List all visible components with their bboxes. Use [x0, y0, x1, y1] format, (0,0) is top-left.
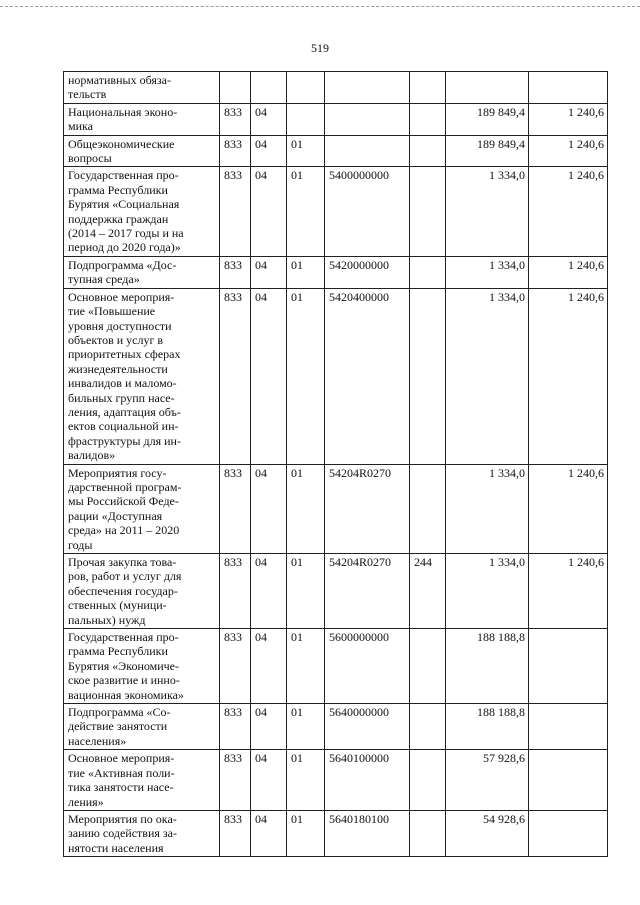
- target-article-cell: 5420000000: [325, 256, 410, 288]
- expense-type-cell: [410, 135, 446, 167]
- item-name-line: обеспечения государ-: [68, 583, 178, 598]
- amount-cell: [446, 72, 529, 104]
- item-name-line: рации «Доступная: [68, 508, 163, 523]
- ministry-code-cell: 833: [220, 704, 251, 750]
- amount-cell: 1 334,0: [446, 288, 529, 464]
- item-name-line: вационная экономика»: [68, 687, 184, 702]
- item-name-cell: [64, 464, 220, 553]
- item-name-line: ления»: [68, 794, 104, 809]
- amount-cell: 1 240,6: [529, 288, 608, 464]
- ministry-code-cell: [220, 72, 251, 104]
- item-name-line: поддержка граждан: [68, 211, 169, 226]
- amount-cell: [529, 629, 608, 704]
- page-number: 519: [311, 41, 329, 55]
- item-name-cell: [64, 750, 220, 811]
- table-row: [64, 288, 608, 464]
- subsection-code-cell: 01: [287, 256, 325, 288]
- expense-type-cell: [410, 103, 446, 135]
- budget-table: [63, 71, 608, 857]
- item-name-line: Основное мероприя-: [68, 751, 175, 766]
- section-code-cell: 04: [251, 810, 287, 856]
- ministry-code-cell: 833: [220, 629, 251, 704]
- section-code-cell: 04: [251, 167, 287, 256]
- ministry-code-cell: 833: [220, 810, 251, 856]
- target-article-cell: 54204R0270: [325, 464, 410, 553]
- subsection-code-cell: 01: [287, 464, 325, 553]
- subsection-code-cell: 01: [287, 135, 325, 167]
- item-name-cell: [64, 135, 220, 167]
- item-name-line: Государственная про-: [68, 630, 179, 645]
- item-name-line: приоритетных сферах: [68, 347, 181, 362]
- expense-type-cell: [410, 629, 446, 704]
- ministry-code-cell: 833: [220, 135, 251, 167]
- amount-cell: 1 334,0: [446, 256, 529, 288]
- expense-type-cell: [410, 810, 446, 856]
- item-name-line: тика занятости насе-: [68, 780, 174, 795]
- amount-cell: 1 334,0: [446, 464, 529, 553]
- subsection-code-cell: [287, 72, 325, 104]
- section-code-cell: 04: [251, 629, 287, 704]
- item-name-cell: [64, 288, 220, 464]
- subsection-code-cell: 01: [287, 704, 325, 750]
- item-name-line: (2014 – 2017 годы и на: [68, 226, 184, 241]
- item-name-line: тельств: [68, 87, 107, 102]
- item-name-cell: [64, 704, 220, 750]
- ministry-code-cell: 833: [220, 750, 251, 811]
- amount-cell: 54 928,6: [446, 810, 529, 856]
- item-name-line: ров, работ и услуг для: [68, 569, 182, 584]
- ministry-code-cell: 833: [220, 167, 251, 256]
- table-row: [64, 554, 608, 629]
- item-name-line: объектов и услуг в: [68, 332, 164, 347]
- section-code-cell: 04: [251, 135, 287, 167]
- item-name-line: фраструктуры для ин-: [68, 433, 181, 448]
- section-code-cell: 04: [251, 464, 287, 553]
- expense-type-cell: [410, 167, 446, 256]
- target-article-cell: [325, 135, 410, 167]
- table-row: [64, 72, 608, 104]
- item-name-line: вопросы: [68, 151, 112, 166]
- item-name-line: Государственная про-: [68, 168, 179, 183]
- section-code-cell: 04: [251, 554, 287, 629]
- item-name-line: Бурятия «Социальная: [68, 197, 180, 212]
- item-name-line: Подпрограмма «Со-: [68, 705, 171, 720]
- amount-cell: 188 188,8: [446, 629, 529, 704]
- item-name-line: уровня доступности: [68, 318, 172, 333]
- amount-cell: 57 928,6: [446, 750, 529, 811]
- ministry-code-cell: 833: [220, 256, 251, 288]
- section-code-cell: 04: [251, 103, 287, 135]
- target-article-cell: [325, 103, 410, 135]
- item-name-cell: [64, 103, 220, 135]
- amount-cell: [529, 810, 608, 856]
- expense-type-cell: 244: [410, 554, 446, 629]
- item-name-cell: [64, 554, 220, 629]
- target-article-cell: [325, 72, 410, 104]
- amount-cell: 1 240,6: [529, 554, 608, 629]
- item-name-line: период до 2020 года)»: [68, 240, 181, 255]
- subsection-code-cell: [287, 103, 325, 135]
- table-body: [64, 72, 608, 857]
- table-row: [64, 704, 608, 750]
- item-name-line: Бурятия «Экономиче-: [68, 658, 180, 673]
- amount-cell: [529, 750, 608, 811]
- table-row: [64, 167, 608, 256]
- amount-cell: 1 240,6: [529, 103, 608, 135]
- item-name-line: нятости населения: [68, 840, 164, 855]
- item-name-cell: [64, 810, 220, 856]
- table-row: [64, 135, 608, 167]
- item-name-line: мика: [68, 119, 93, 134]
- item-name-cell: [64, 256, 220, 288]
- item-name-line: бильных групп насе-: [68, 390, 175, 405]
- subsection-code-cell: 01: [287, 629, 325, 704]
- item-name-line: Мероприятия госу-: [68, 465, 167, 480]
- table-row: [64, 810, 608, 856]
- target-article-cell: 5400000000: [325, 167, 410, 256]
- section-code-cell: 04: [251, 750, 287, 811]
- subsection-code-cell: 01: [287, 167, 325, 256]
- item-name-cell: [64, 629, 220, 704]
- item-name-line: нормативных обяза-: [68, 73, 171, 87]
- table-row: [64, 629, 608, 704]
- amount-cell: 1 334,0: [446, 554, 529, 629]
- amount-cell: 1 240,6: [529, 464, 608, 553]
- ministry-code-cell: 833: [220, 103, 251, 135]
- item-name-line: грамма Республики: [68, 644, 168, 659]
- item-name-line: мы Российской Феде-: [68, 494, 179, 509]
- item-name-line: Мероприятия по ока-: [68, 811, 177, 826]
- amount-cell: 189 849,4: [446, 135, 529, 167]
- item-name-cell: [64, 72, 220, 104]
- target-article-cell: 5420400000: [325, 288, 410, 464]
- amount-cell: 1 240,6: [529, 256, 608, 288]
- target-article-cell: 5600000000: [325, 629, 410, 704]
- expense-type-cell: [410, 288, 446, 464]
- item-name-line: инвалидов и маломо-: [68, 376, 177, 391]
- item-name-line: среда» на 2011 – 2020: [68, 523, 180, 538]
- target-article-cell: 5640100000: [325, 750, 410, 811]
- section-code-cell: 04: [251, 704, 287, 750]
- item-name-line: пальных) нужд: [68, 612, 146, 627]
- item-name-line: ления, адаптация объ-: [68, 404, 181, 419]
- table-row: [64, 464, 608, 553]
- section-code-cell: [251, 72, 287, 104]
- ministry-code-cell: 833: [220, 288, 251, 464]
- item-name-line: валидов»: [68, 448, 116, 463]
- item-name-line: жизнедеятельности: [68, 361, 168, 376]
- subsection-code-cell: 01: [287, 554, 325, 629]
- expense-type-cell: [410, 750, 446, 811]
- item-name-line: населения»: [68, 733, 127, 748]
- amount-cell: 189 849,4: [446, 103, 529, 135]
- item-name-line: Прочая закупка това-: [68, 555, 177, 569]
- expense-type-cell: [410, 72, 446, 104]
- target-article-cell: 5640000000: [325, 704, 410, 750]
- item-name-line: Подпрограмма «Дос-: [68, 257, 177, 272]
- target-article-cell: 5640180100: [325, 810, 410, 856]
- table-row: [64, 256, 608, 288]
- expense-type-cell: [410, 256, 446, 288]
- item-name-line: годы: [68, 537, 93, 552]
- subsection-code-cell: 01: [287, 288, 325, 464]
- amount-cell: [529, 72, 608, 104]
- section-code-cell: 04: [251, 288, 287, 464]
- item-name-line: ственных (муници-: [68, 598, 167, 613]
- item-name-line: дарственной програм-: [68, 479, 182, 494]
- item-name-line: действие занятости: [68, 719, 168, 734]
- item-name-line: тупная среда»: [68, 272, 140, 287]
- ministry-code-cell: 833: [220, 464, 251, 553]
- amount-cell: [529, 704, 608, 750]
- subsection-code-cell: 01: [287, 750, 325, 811]
- amount-cell: 188 188,8: [446, 704, 529, 750]
- scan-edge-line: [0, 6, 640, 7]
- item-name-line: грамма Республики: [68, 182, 168, 197]
- item-name-line: тие «Повышение: [68, 304, 156, 319]
- item-name-line: ское развитие и инно-: [68, 673, 180, 688]
- section-code-cell: 04: [251, 256, 287, 288]
- amount-cell: 1 240,6: [529, 167, 608, 256]
- table-row: [64, 103, 608, 135]
- item-name-line: Основное мероприя-: [68, 289, 175, 304]
- amount-cell: 1 334,0: [446, 167, 529, 256]
- item-name-line: ектов социальной ин-: [68, 419, 179, 434]
- table-row: [64, 750, 608, 811]
- subsection-code-cell: 01: [287, 810, 325, 856]
- expense-type-cell: [410, 704, 446, 750]
- item-name-line: тие «Активная поли-: [68, 765, 175, 780]
- ministry-code-cell: 833: [220, 554, 251, 629]
- item-name-cell: [64, 167, 220, 256]
- expense-type-cell: [410, 464, 446, 553]
- target-article-cell: 54204R0270: [325, 554, 410, 629]
- amount-cell: 1 240,6: [529, 135, 608, 167]
- item-name-line: занию содействия за-: [68, 826, 177, 841]
- item-name-line: Общеэкономические: [68, 136, 175, 151]
- item-name-line: Национальная эконо-: [68, 104, 178, 119]
